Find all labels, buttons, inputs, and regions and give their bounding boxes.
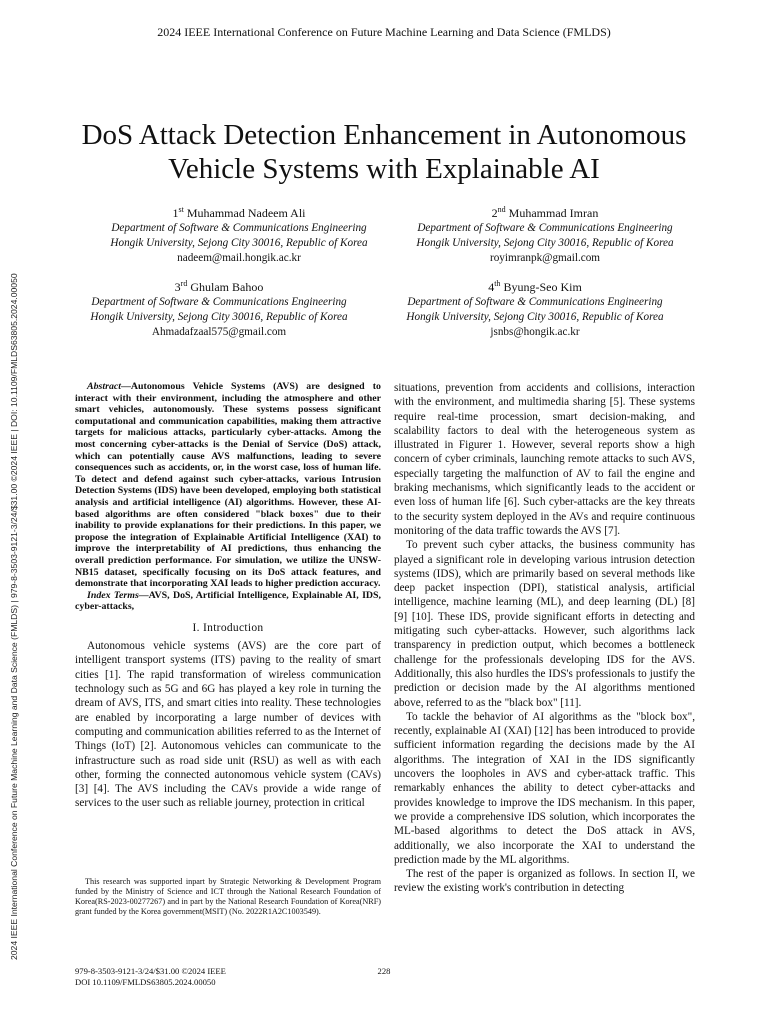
author-name: Muhammad Imran [508,206,599,220]
author-name-line [80,206,398,221]
index-terms [75,590,381,613]
side-identifier-strip: 2024 IEEE International Conference on Future Machine Learning and Data Science (FMLDS) | 979-8-3503-9121-3/24/$31.00 ©2024 IEEE | DOI: 10.1109/FMLDS63805.2024.00050 [9,273,19,960]
author-email: royimranpk@gmail.com [489,252,601,264]
footer-doi: DOI 10.1109/FMLDS63805.2024.00050 [75,977,216,987]
author-block-1 [80,206,398,266]
author-department: Department of Software & Communications Engineering [111,222,367,234]
author-department: Department of Software & Communications Engineering [417,222,673,234]
index-terms-text: —AVS, DoS, Artificial Intelligence, Explainable AI, IDS, cyber-attacks, [75,589,381,613]
author-ordinal-suffix: st [178,205,184,214]
section-heading-introduction: I. Introduction [192,621,264,634]
author-university: Hongik University, Sejong City 30016, Republic of Korea [416,237,674,249]
author-name: Muhammad Nadeem Ali [186,206,306,220]
paper-title: DoS Attack Detection Enhancement in Autonomous Vehicle Systems with Explainable AI [81,119,687,185]
author-ordinal-suffix: nd [497,205,506,214]
author-ordinal: 4 [488,280,495,294]
author-name-line [60,280,378,295]
author-block-4 [376,280,694,340]
right-paragraph-2: To prevent such cyber attacks, the business community has played a significant role in developing various intrusion detection systems (IDS), which are primarily based on several methods like deep packet inspection (DPI), statistical analysis, artificial intelligence, machine learning (ML), and deep learning (DL) [8] [9] [10]. These IDS, provide significant efforts in detecting and mitigating such cyber-attacks. However, such algorithms lack transparency in prediction output, which becomes a bottleneck challenge for the professionals developing IDS for the AVS. Additionally, this also hurdles the IDS's professionals to justify the prediction or decision made by the AI algorithms mentioned above, referred to as the "black box" [11]. [394,539,695,709]
author-ordinal-suffix: th [494,279,501,288]
author-ordinal-suffix: rd [180,279,188,288]
right-column [394,381,695,896]
author-name: Byung-Seo Kim [503,280,582,294]
author-university: Hongik University, Sejong City 30016, Republic of Korea [110,237,368,249]
funding-footnote: This research was supported inpart by Strategic Networking & Development Program funded by the Ministry of Science and ICT through the National Research Foundation of Korea(RS-2023-00277267) and in part by the National Research Foundation of Korea(NRF) grant funded by the Korea government(MSIT) (No. 2022R1A2C1003549). [75,877,381,916]
author-department: Department of Software & Communications Engineering [407,296,663,308]
author-ordinal: 3 [174,280,181,294]
abstract-label: Abstract [87,381,122,392]
right-paragraph-4: The rest of the paper is organized as follows. In section II, we review the existing work's contribution in detecting [394,868,695,895]
author-block-3 [60,280,378,340]
abstract-text: —Autonomous Vehicle Systems (AVS) are designed to interact with their environment, including the atmosphere and other smart vehicles, autonomously. These systems possess significant computational and communication capabilities, making them attractive targets for malicious attacks, particularly cyber-attacks. Among the most concerning cyber-attacks is the Denial of Service (DoS) attack, which can potentially cause AVS malfunctions, leading to severe consequences such as accidents, or, in the worst case, loss of human life. To detect and defend against such cyber-attacks, various Intrusion Detection Systems (IDS) have been developed, employing both statistical analysis and artificial intelligence (AI) algorithms. However, these AI-based algorithms are often considered "black boxes" due to their inability to provide explanations for their predictions. In this paper, we propose the integration of Explainable Artificial Intelligence (XAI) to improve the interpretability of AI predictions, thus enhancing the overall prediction performance. For simulation, we utilize the UNSW-NB15 dataset, specifically focusing on its DoS attack features, and demonstrate that incorporating XAI leads to higher prediction accuracy. [75,381,381,590]
author-department: Department of Software & Communications Engineering [91,296,347,308]
author-email: Ahmadafzaal575@gmail.com [151,326,287,338]
author-name-line [376,280,694,295]
author-ordinal: 2 [491,206,498,220]
conference-header: 2024 IEEE International Conference on Future Machine Learning and Data Science (FMLDS) [157,25,611,39]
intro-paragraph-1: Autonomous vehicle systems (AVS) are the core part of intelligent transport systems (ITS) paving to the reality of smart cities [1]. The rapid transformation of wireless communication technology such as 5G and 6G has played a key role in turning the dream of AVS, ITS, and smart cities into reality. These technologies are enabled by incorporating a large number of devices with computing and communication abilities referred to as the Internet of Things (IoT) [2]. Autonomous vehicles can communicate to the infrastructure such as road side unit (RSU) as well as with each other, forming the connected autonomous vehicle system (CAVs) [3] [4]. The AVS including the CAVs provide a wide range of services to the user such as reliable journey, protection in critical [75,640,381,810]
right-paragraph-1: situations, prevention from accidents and collisions, interaction with the environment, and multimedia sharing [5]. These systems require real-time procession, smart decision-making, and scalability factors to deal with the heterogeneous system as illustrated in Figurer 1. However, several reports show a high concern of cyber criminals, launching remote attacks to such AVS, especially targeting the malfunction of AV to fail the engine and braking mechanisms, which significantly leads to the accident or even loss of human life [6]. Such cyber-attacks are the key threats to the security system deployed in the AVs and require continuous monitoring of the data traffic towards the AVS [7]. [394,382,695,537]
index-terms-label: Index Terms [87,589,139,601]
page-number: 228 [377,966,391,976]
author-university: Hongik University, Sejong City 30016, Republic of Korea [90,311,348,323]
footer-isbn: 979-8-3503-9121-3/24/$31.00 ©2024 IEEE [75,966,226,976]
author-name: Ghulam Bahoo [190,280,264,294]
right-paragraph-3: To tackle the behavior of AI algorithms as the "block box", recently, explainable AI (XAI) [12] has been introduced to provide sufficient information regarding the decisions made by the AI algorithms. The integration of XAI in the IDS significantly uncovers the loopholes in AVS and cyber-attack traffic. This remarkably enhances the ability to detect cyber-attacks and provides knowledge to improve the IDS mechanism. In this paper, we provide a comprehensive IDS solution, which incorporates the ML-based algorithms to detect the DoS attack in AVS, additionally, we also incorporate the XAI to understand the prediction made by the ML algorithms. [394,710,695,866]
author-block-2 [386,206,704,266]
author-name-line [386,206,704,221]
author-university: Hongik University, Sejong City 30016, Republic of Korea [406,311,664,323]
author-email: jsnbs@hongik.ac.kr [490,326,580,338]
abstract [75,381,381,590]
left-column [75,381,381,811]
author-email: nadeem@mail.hongik.ac.kr [177,252,301,264]
author-ordinal: 1 [172,206,179,220]
